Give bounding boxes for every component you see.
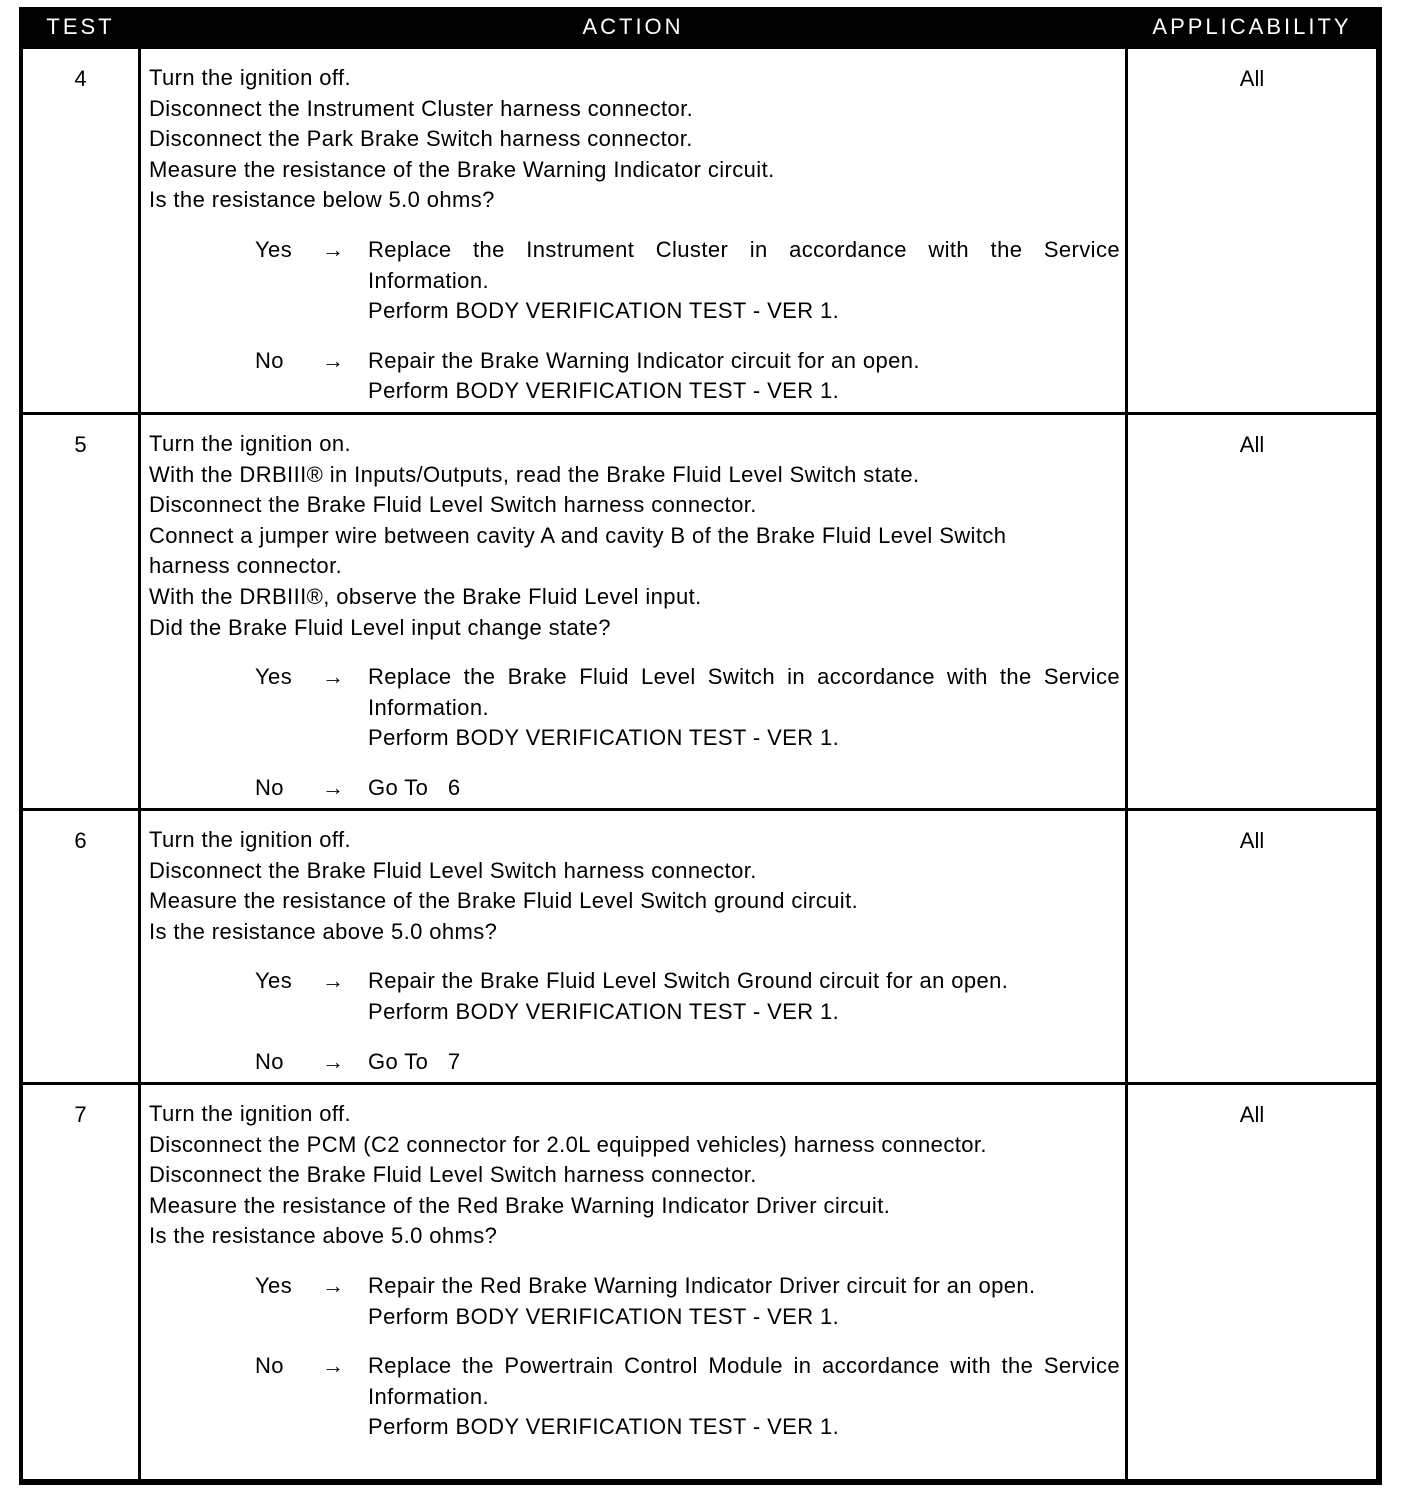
action-step: Is the resistance above 5.0 ohms? [149,918,498,944]
action-step: With the DRBIII® in Inputs/Outputs, read the Brake Fluid Level Switch state. [149,461,920,487]
response-text: Perform BODY VERIFICATION TEST - VER 1. [368,1303,840,1329]
action-step: Measure the resistance of the Red Brake Warning Indicator Driver circuit. [149,1192,891,1218]
applicability-cell [1128,811,1376,1082]
action-step: Measure the resistance of the Brake Warning Indicator circuit. [149,156,775,182]
action-cell [141,49,1125,412]
table-header [19,7,1382,46]
header-test: TEST [46,14,115,39]
arrow-icon: → [322,1272,345,1298]
test-number: 7 [74,1102,87,1127]
response-text: Perform BODY VERIFICATION TEST - VER 1. [368,378,840,404]
action-cell [141,1085,1125,1479]
response-text: Perform BODY VERIFICATION TEST - VER 1. [368,998,840,1024]
action-step: Disconnect the Brake Fluid Level Switch harness connector. [149,1162,757,1188]
response-text: Repair the Brake Warning Indicator circuit for an open. [368,347,920,373]
action-cell [141,811,1125,1082]
action-cell [141,415,1125,808]
yes-response [149,662,1120,754]
applicability-cell [1128,49,1376,412]
action-step: Is the resistance below 5.0 ohms? [149,187,495,213]
yes-response [149,966,1117,1027]
action-step: Is the resistance above 5.0 ohms? [149,1223,498,1249]
arrow-icon: → [322,774,345,800]
action-step: Disconnect the Instrument Cluster harness connector. [149,95,694,121]
response-text: Perform BODY VERIFICATION TEST - VER 1. [368,298,840,324]
table-row [19,1085,1382,1479]
test-number-cell [23,415,138,808]
action-step: Disconnect the Brake Fluid Level Switch harness connector. [149,492,757,518]
response-text: Replace the Powertrain Control Module in accordance with the Service Information. [368,1353,1120,1409]
yes-response [149,235,1120,327]
no-response [149,1047,1117,1078]
arrow-icon: → [322,236,345,262]
no-label: No [255,774,284,800]
header-action: ACTION [582,14,684,39]
action-step: harness connector. [149,553,343,579]
yes-label: Yes [255,968,293,994]
response-text: Replace the Brake Fluid Level Switch in accordance with the Service Information. [368,664,1120,720]
applicability-cell [1128,415,1376,808]
action-step: Turn the ignition on. [149,431,352,456]
action-step: Disconnect the Brake Fluid Level Switch harness connector. [149,857,757,883]
response-text: Perform BODY VERIFICATION TEST - VER 1. [368,1414,840,1440]
action-step: Disconnect the PCM (C2 connector for 2.0L equipped vehicles) harness connector. [149,1131,987,1157]
table-row [19,49,1382,412]
arrow-icon: → [322,1353,345,1379]
yes-label: Yes [255,236,293,262]
action-step: Turn the ignition off. [149,65,352,90]
action-step: Measure the resistance of the Brake Fluid Level Switch ground circuit. [149,888,859,914]
applicability-cell [1128,1085,1376,1479]
no-label: No [255,1048,284,1074]
action-step: Did the Brake Fluid Level input change state? [149,614,611,640]
test-number: 5 [74,432,87,457]
test-number: 4 [74,66,87,91]
test-number: 6 [74,828,87,853]
test-number-cell [23,49,138,412]
diagnostic-test-table [19,7,1382,1485]
applicability-value: All [1239,1102,1265,1127]
applicability-value: All [1239,828,1265,853]
arrow-icon: → [322,664,345,690]
arrow-icon: → [322,347,345,373]
arrow-icon: → [322,968,345,994]
test-number-cell [23,1085,138,1479]
no-response [149,1351,1120,1443]
table-row [19,415,1382,808]
action-step: With the DRBIII®, observe the Brake Fluid Level input. [149,583,702,609]
yes-response [149,1271,1117,1332]
response-text: Perform BODY VERIFICATION TEST - VER 1. [368,725,840,751]
response-text: Go To 7 [368,1048,461,1074]
yes-label: Yes [255,1272,293,1298]
no-label: No [255,347,284,373]
no-response [149,346,1117,407]
action-step: Turn the ignition off. [149,1101,352,1126]
no-response [149,773,1117,804]
no-label: No [255,1353,284,1379]
test-number-cell [23,811,138,1082]
action-step: Turn the ignition off. [149,827,352,852]
response-text: Go To 6 [368,774,461,800]
arrow-icon: → [322,1048,345,1074]
action-step: Connect a jumper wire between cavity A and cavity B of the Brake Fluid Level Switch [149,522,1007,548]
header-applicability: APPLICABILITY [1152,14,1352,39]
response-text: Repair the Brake Fluid Level Switch Ground circuit for an open. [368,968,1009,994]
response-text: Replace the Instrument Cluster in accordance with the Service Information. [368,236,1120,293]
action-step: Disconnect the Park Brake Switch harness connector. [149,126,693,152]
applicability-value: All [1239,432,1265,457]
response-text: Repair the Red Brake Warning Indicator Driver circuit for an open. [368,1272,1036,1298]
applicability-value: All [1239,66,1265,91]
table-row [19,811,1382,1082]
yes-label: Yes [255,664,293,690]
